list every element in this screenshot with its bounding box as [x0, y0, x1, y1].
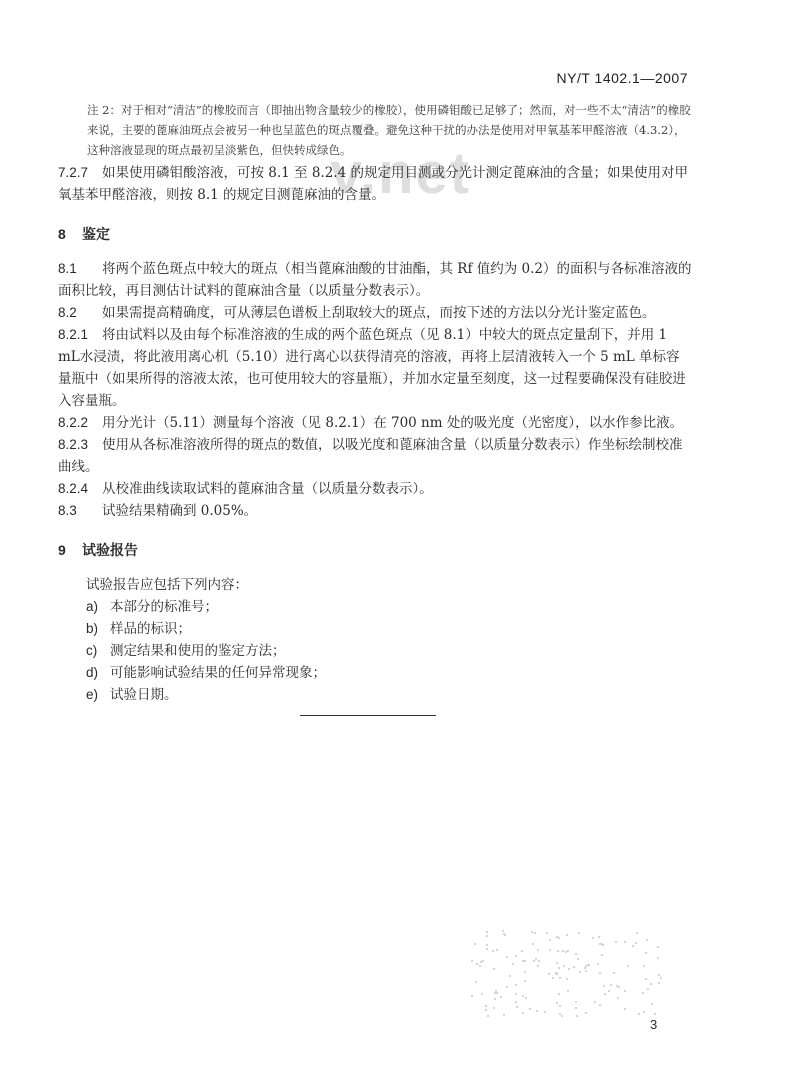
speckle: [658, 982, 660, 984]
clause-text: 用分光计（5.11）测量每个溶液（见 8.2.1）在 700 nm 处的吸光度（光密度），以水作参比液。: [102, 415, 684, 431]
speckle: [534, 932, 536, 934]
speckle: [492, 950, 494, 952]
clause-number: 8.1: [58, 261, 77, 276]
speckle: [654, 1013, 656, 1015]
speckle: [647, 988, 649, 990]
speckle: [557, 950, 559, 952]
speckle: [643, 965, 645, 967]
item-text: 测定结果和使用的鉴定方法；: [110, 643, 286, 659]
section-8-heading: [58, 224, 692, 244]
speckle: [533, 960, 535, 962]
speckle: [503, 933, 505, 935]
speckle: [521, 950, 523, 952]
speckle: [559, 977, 561, 979]
speckle: [482, 960, 484, 962]
clause-text: 如果使用磷钼酸溶液，可按 8.1 至 8.2.4 的规定用目测或分光计测定蓖麻油的含量；如果使用对甲氧基苯甲醛溶液，则按 8.1 的规定目测蓖麻油的含量。: [58, 165, 688, 203]
speckle: [575, 1001, 577, 1003]
speckle: [522, 1012, 524, 1014]
report-intro: 试验报告应包括下列内容：: [86, 577, 248, 593]
list-item: [86, 684, 692, 706]
clause-8-1: [58, 258, 692, 302]
speckle: [567, 990, 569, 992]
speckle: [575, 1007, 577, 1009]
speckle: [587, 964, 589, 966]
page-number: 3: [650, 1017, 658, 1032]
speckle: [556, 936, 558, 938]
speckle: [608, 990, 610, 992]
speckle: [549, 949, 551, 951]
item-text: 试验日期。: [110, 687, 178, 703]
speckle: [537, 949, 539, 951]
speckle: [601, 954, 603, 956]
speckle: [638, 1013, 640, 1015]
speckle: [502, 930, 504, 932]
speckle: [657, 946, 659, 948]
section-number: 8: [58, 226, 66, 242]
section-title: 试验报告: [82, 543, 138, 559]
speckle: [522, 995, 524, 997]
speckle: [546, 932, 548, 934]
speckle: [645, 978, 647, 980]
speckle: [503, 1014, 505, 1016]
speckle: [537, 965, 539, 967]
speckle: [646, 939, 648, 941]
clause-text: 试验结果精确到 0.05%。: [102, 503, 258, 519]
speckle: [555, 972, 557, 974]
speckle: [471, 995, 473, 997]
speckle: [486, 931, 488, 933]
speckle: [548, 973, 550, 975]
speckle: [566, 978, 568, 980]
speckle: [515, 955, 517, 957]
report-list: [86, 574, 692, 706]
watermark-text: v.net: [330, 141, 472, 206]
speckle: [480, 961, 482, 963]
speckle: [599, 1004, 601, 1006]
speckle: [657, 957, 659, 959]
list-item: [86, 662, 692, 684]
clause-number: 7.2.7: [58, 165, 89, 180]
clause-number: 8.2.2: [58, 415, 89, 430]
list-item: [86, 640, 692, 662]
speckle: [643, 1011, 645, 1013]
speckle: [584, 967, 586, 969]
item-label: c): [86, 643, 98, 658]
speckle: [594, 1001, 596, 1003]
speckle: [615, 941, 617, 943]
speckle: [479, 965, 481, 967]
speckle: [576, 1015, 578, 1017]
speckle: [565, 951, 567, 953]
speckle: [524, 960, 526, 962]
clause-text: 使用从各标准溶液所得的斑点的数值，以吸光度和蓖麻油含量（以质量分数表示）作坐标绘制校准曲线。: [58, 437, 683, 475]
clause-number: 8.2: [58, 305, 77, 320]
speckle: [617, 997, 619, 999]
speckle: [524, 980, 526, 982]
speckle: [558, 937, 560, 939]
clause-8-2-2: [58, 412, 692, 434]
speckle: [579, 971, 581, 973]
clause-8-2-1: [58, 324, 692, 412]
speckle: [495, 990, 497, 992]
speckle: [613, 972, 615, 974]
clause-number: 8.2.3: [58, 437, 89, 452]
speckle: [561, 1015, 563, 1017]
speckle: [651, 1003, 653, 1005]
speckle: [585, 970, 587, 972]
speckle: [515, 1001, 517, 1003]
clause-number: 8.3: [58, 503, 77, 518]
speckle: [563, 965, 565, 967]
speckle: [481, 993, 483, 995]
speckle: [618, 986, 620, 988]
speckle: [604, 993, 606, 995]
speckle: [658, 974, 660, 976]
speckle: [624, 990, 626, 992]
clause-text: 如果需提高精确度，可从薄层色谱板上刮取较大的斑点，而按下述的方法以分光计鉴定蓝色。: [102, 305, 656, 321]
speckle: [516, 1006, 518, 1008]
clause-8-2-3: [58, 434, 692, 478]
speckle: [635, 942, 637, 944]
speckle: [544, 1011, 546, 1013]
item-label: a): [86, 599, 99, 614]
speckle: [500, 996, 502, 998]
clause-8-2-4: [58, 478, 692, 500]
speckle: [476, 963, 478, 965]
speckle: [599, 972, 601, 974]
speckle: [485, 1005, 487, 1007]
standard-number-header: NY/T 1402.1—2007: [556, 70, 688, 86]
section-9-heading: [58, 540, 692, 560]
speckle: [538, 960, 540, 962]
speckle: [624, 941, 626, 943]
clause-7-2-7: [58, 162, 692, 206]
speckle: [535, 958, 537, 960]
list-item: [86, 618, 692, 640]
speckle: [642, 992, 644, 994]
speckle: [566, 934, 568, 936]
clause-text: 从校准曲线读取试料的蓖麻油含量（以质量分数表示）。: [102, 481, 433, 497]
speckle: [598, 936, 600, 938]
speckle: [493, 968, 495, 970]
item-label: b): [86, 621, 99, 636]
speckle: [496, 992, 498, 994]
clause-number: 8.2.1: [58, 327, 89, 342]
end-rule: [300, 715, 436, 716]
speckle: [660, 977, 662, 979]
section-number: 9: [58, 542, 66, 558]
speckle: [573, 966, 575, 968]
document-body: [58, 100, 692, 706]
speckle: [592, 937, 594, 939]
speckle: [552, 977, 554, 979]
speckle: [567, 950, 569, 952]
section-title: 鉴定: [82, 227, 110, 243]
speckle: [602, 944, 604, 946]
speckle: [529, 1008, 531, 1010]
speckle: [559, 1005, 561, 1007]
speckle: [603, 985, 605, 987]
speckle: [531, 931, 533, 933]
list-item: [86, 596, 692, 618]
speckle: [532, 943, 534, 945]
speckle: [558, 967, 560, 969]
speckle: [496, 949, 498, 951]
speckle: [485, 1009, 487, 1011]
speckle: [486, 935, 488, 937]
speckle: [568, 968, 570, 970]
speckle: [627, 965, 629, 967]
speckle: [471, 960, 473, 962]
clause-text: 将由试料以及由每个标准溶液的生成的两个蓝色斑点（见 8.1）中较大的斑点定量刮下，并用 1 mL水浸渍，将此液用离心机（5.10）进行离心以获得清亮的溶液，再将上层清液转入一个 5 mL 单标容量瓶中（如果所得的溶液太浓，也可使用较大的容量瓶），并加水定量至刻度，这一过程要确保没有硅胶进入容量瓶。: [58, 327, 686, 409]
item-label: e): [86, 687, 99, 702]
speckle: [645, 952, 647, 954]
item-text: 样品的标识；: [110, 621, 191, 637]
item-label: d): [86, 665, 99, 680]
speckle: [578, 932, 580, 934]
speckle: [525, 997, 527, 999]
note-2: 注 2：对于相对“清洁”的橡胶而言（即抽出物含量较少的橡胶），使用磷钼酸已足够了；然而，对一些不太“清洁”的橡胶来说，主要的蓖麻油斑点会被另一种也呈蓝色的斑点覆叠。避免这种干扰的办法是使用对甲氧基苯甲醛溶液（4.3.2），这种溶液显现的斑点最初呈淡紫色，但快转成绿色。: [87, 103, 691, 157]
speckle: [610, 984, 612, 986]
speckle: [515, 993, 517, 995]
speckle: [549, 939, 551, 941]
speckle: [558, 993, 560, 995]
speckle: [512, 963, 514, 965]
speckle: [475, 981, 477, 983]
speckle: [575, 953, 577, 955]
clause-text: 将两个蓝色斑点中较大的斑点（相当蓖麻油酸的甘油酯，其 Rf 值约为 0.2）的面积与各标准溶液的面积比较，再目测估计试料的蓖麻油含量（以质量分数表示）。: [58, 261, 692, 299]
clause-8-3: [58, 500, 692, 522]
speckle: [599, 943, 601, 945]
clause-number: 8.2.4: [58, 481, 89, 496]
speckle: [486, 944, 488, 946]
clause-8-2: [58, 302, 692, 324]
speckle: [515, 984, 517, 986]
item-text: 本部分的标准号；: [110, 599, 218, 615]
speckle: [597, 963, 599, 965]
speckle: [474, 943, 476, 945]
speckle: [556, 1002, 558, 1004]
speckle: [509, 975, 511, 977]
speckle: [506, 986, 508, 988]
speckle: [577, 958, 579, 960]
speckle: [486, 948, 488, 950]
speckle: [636, 932, 638, 934]
speckle: [506, 956, 508, 958]
speckle: [585, 1012, 587, 1014]
scan-speckles: [470, 930, 670, 1020]
item-text: 可能影响试验结果的任何异常现象；: [110, 665, 326, 681]
speckle: [616, 985, 618, 987]
speckle: [632, 945, 634, 947]
speckle: [556, 962, 558, 964]
speckle: [650, 983, 652, 985]
speckle: [624, 1008, 626, 1010]
speckle: [524, 971, 526, 973]
speckle: [493, 1007, 495, 1009]
speckle: [487, 1015, 489, 1017]
speckle: [494, 998, 496, 1000]
speckle: [536, 1010, 538, 1012]
speckle: [562, 950, 564, 952]
